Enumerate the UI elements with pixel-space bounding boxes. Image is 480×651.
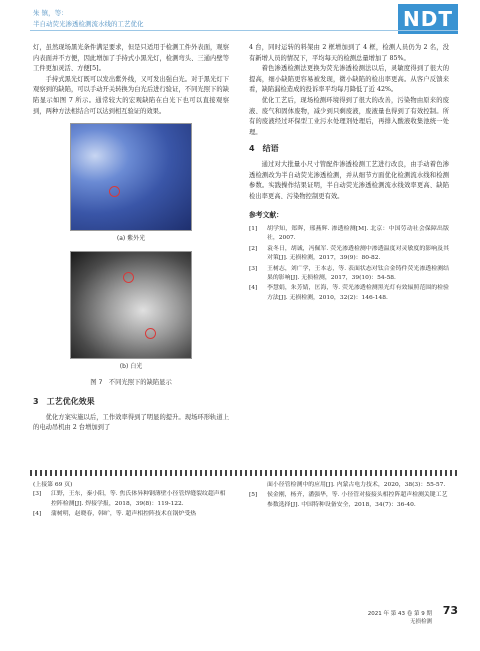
section-4-heading: 4 结语 xyxy=(249,144,279,154)
reference-item: 面小径管检测中的应用[J]. 内蒙古电力技术，2020，38(3)：55-57. xyxy=(267,482,446,488)
reference-item: [3] 江野，王东，秦小阳，等. 焦氏体异种钢薄壁小径管焊缝裂纹超声相控阵检测[J]. 焊接学报，2018，39(8)：119-122. xyxy=(33,491,226,507)
continued-label: (上接第 69 页) xyxy=(33,482,73,488)
left-paragraph-3: 优化方案实施以后，工作效率得到了明显的提升。现场环形轨道上的电动吊机由 2 台增加到了 xyxy=(33,413,229,432)
section-3-heading: 3 工艺优化效果 xyxy=(33,396,95,406)
reference-item: [4] 李慧娟，朱芳婧，匡海，等. 荧光渗透检测黑光灯有效辐照范围的检验方法[J]. 无损检测，2010，32(2)：146-148. xyxy=(249,285,449,301)
white-light-photo xyxy=(70,251,192,359)
right-column xyxy=(249,43,449,304)
references-heading: 参考文献： xyxy=(249,211,283,220)
right-paragraph-4: 通过对大批量小尺寸管配件渗透检测工艺进行改良，由手动着色渗透检测改为半自动荧光渗透检测，并从细节方面优化检测流水线和检测参数。实践操作结果证明，半自动荧光渗透检测流水线效率更高、缺陷检出率更高、污染物控制更有效。 xyxy=(249,160,449,200)
reference-item: [3] 王树志，刘广学，王本志，等. 表面状态对钛合金铸件荧光渗透检测结果的影响[J]. 无损检测，2017，39(10)：54-58. xyxy=(249,265,449,281)
reference-item: [2] 袁冬日，胡诚，冯佩军. 荧光渗透检测中渗透温度对灵敏度的影响及其对策[J]. 无损检测，2017，39(9)：80-82. xyxy=(249,245,449,262)
right-paragraph-3: 优化工艺后，现场检测环境得到了很大的改善，污染物由原来的废液、废气和固体废物，减少到只剩废液，废液量也得到了有效控制。所有的废液经过环保型工业污水处理剂处理后，再排入酸液收集池统一处理。 xyxy=(249,96,449,136)
header-rule xyxy=(30,30,458,31)
uv-light-photo xyxy=(70,123,192,231)
section-divider xyxy=(30,470,458,476)
footer-info xyxy=(368,610,432,626)
continued-references-right xyxy=(249,481,449,511)
figure-7 xyxy=(33,123,229,389)
journal-logo: NDT xyxy=(398,4,458,34)
figure-7b-caption: (b) 白光 xyxy=(119,362,143,370)
right-paragraph-2: 着色渗透检测法更换为荧光渗透检测法以后，灵敏度得到了很大的提高，细小缺陷更容易被发现，微小缺陷的检出率更高。从客户反馈来看，缺陷漏检造成的投诉率平均每月降低了近 42%。 xyxy=(249,65,449,94)
reference-item: [5] 侯金刚，杨齐，潘强华，等. 小径管对接接头相控阵超声检测关键工艺参数选择[J]. 中国特种设备安全，2018，34(7)：36-40. xyxy=(249,492,448,508)
figure-7-caption: 图 7 不同光照下的缺陷显示 xyxy=(90,379,172,387)
running-header-title: 半自动荧光渗透检测流水线的工艺优化 xyxy=(33,20,144,28)
defect-marker xyxy=(109,186,120,197)
defect-marker xyxy=(145,328,156,339)
reference-item: [1] 胡学知，郑晖，邢燕辉. 渗透检测[M]. 北京：中国劳动社会保障出版社，2007. xyxy=(249,225,449,242)
right-paragraph-1: 4 台，同时运转的料架由 2 框增加到了 4 框，检测人员仍为 2 名，没有新增人员的情况下，平均每天的检测总量增加了 85%。 xyxy=(249,44,449,62)
continued-references-left xyxy=(33,481,229,521)
left-paragraph-2: 手持式黑光灯既可以发出紫外线，又可发出强白光。对于黑光灯下观察到的缺陷，可以手动开关转换为白光后进行验证，不同光照下的缺陷显示如图 7 所示。通常较大的宏观缺陷在白光下也可以直接观察到，两种方法相结合可以达到相互验证的效果。 xyxy=(33,75,229,115)
reference-item: [4] 蒲树明，赵晓春，韩旷，等. 超声相控阵技术在锅炉受热 xyxy=(33,511,197,518)
left-column xyxy=(33,43,229,434)
defect-marker xyxy=(123,272,134,283)
left-paragraph-1: 灯，虽然现场黑光条件满足要求，但是只适用于检测工件外表面，观察内表面并不方便，因此增加了手持式小黑光灯，检测弯头、三通内壁等工件更加灵活、方便[5]。 xyxy=(33,44,229,73)
issue-info: 2021 年 第 43 卷 第 9 期 xyxy=(367,611,432,617)
journal-name: 无损检测 xyxy=(409,619,432,625)
running-header-authors: 朱 镇，等： xyxy=(33,9,68,17)
figure-7a-caption: (a) 紫外光 xyxy=(116,235,146,243)
page-number: 73 xyxy=(442,604,458,617)
